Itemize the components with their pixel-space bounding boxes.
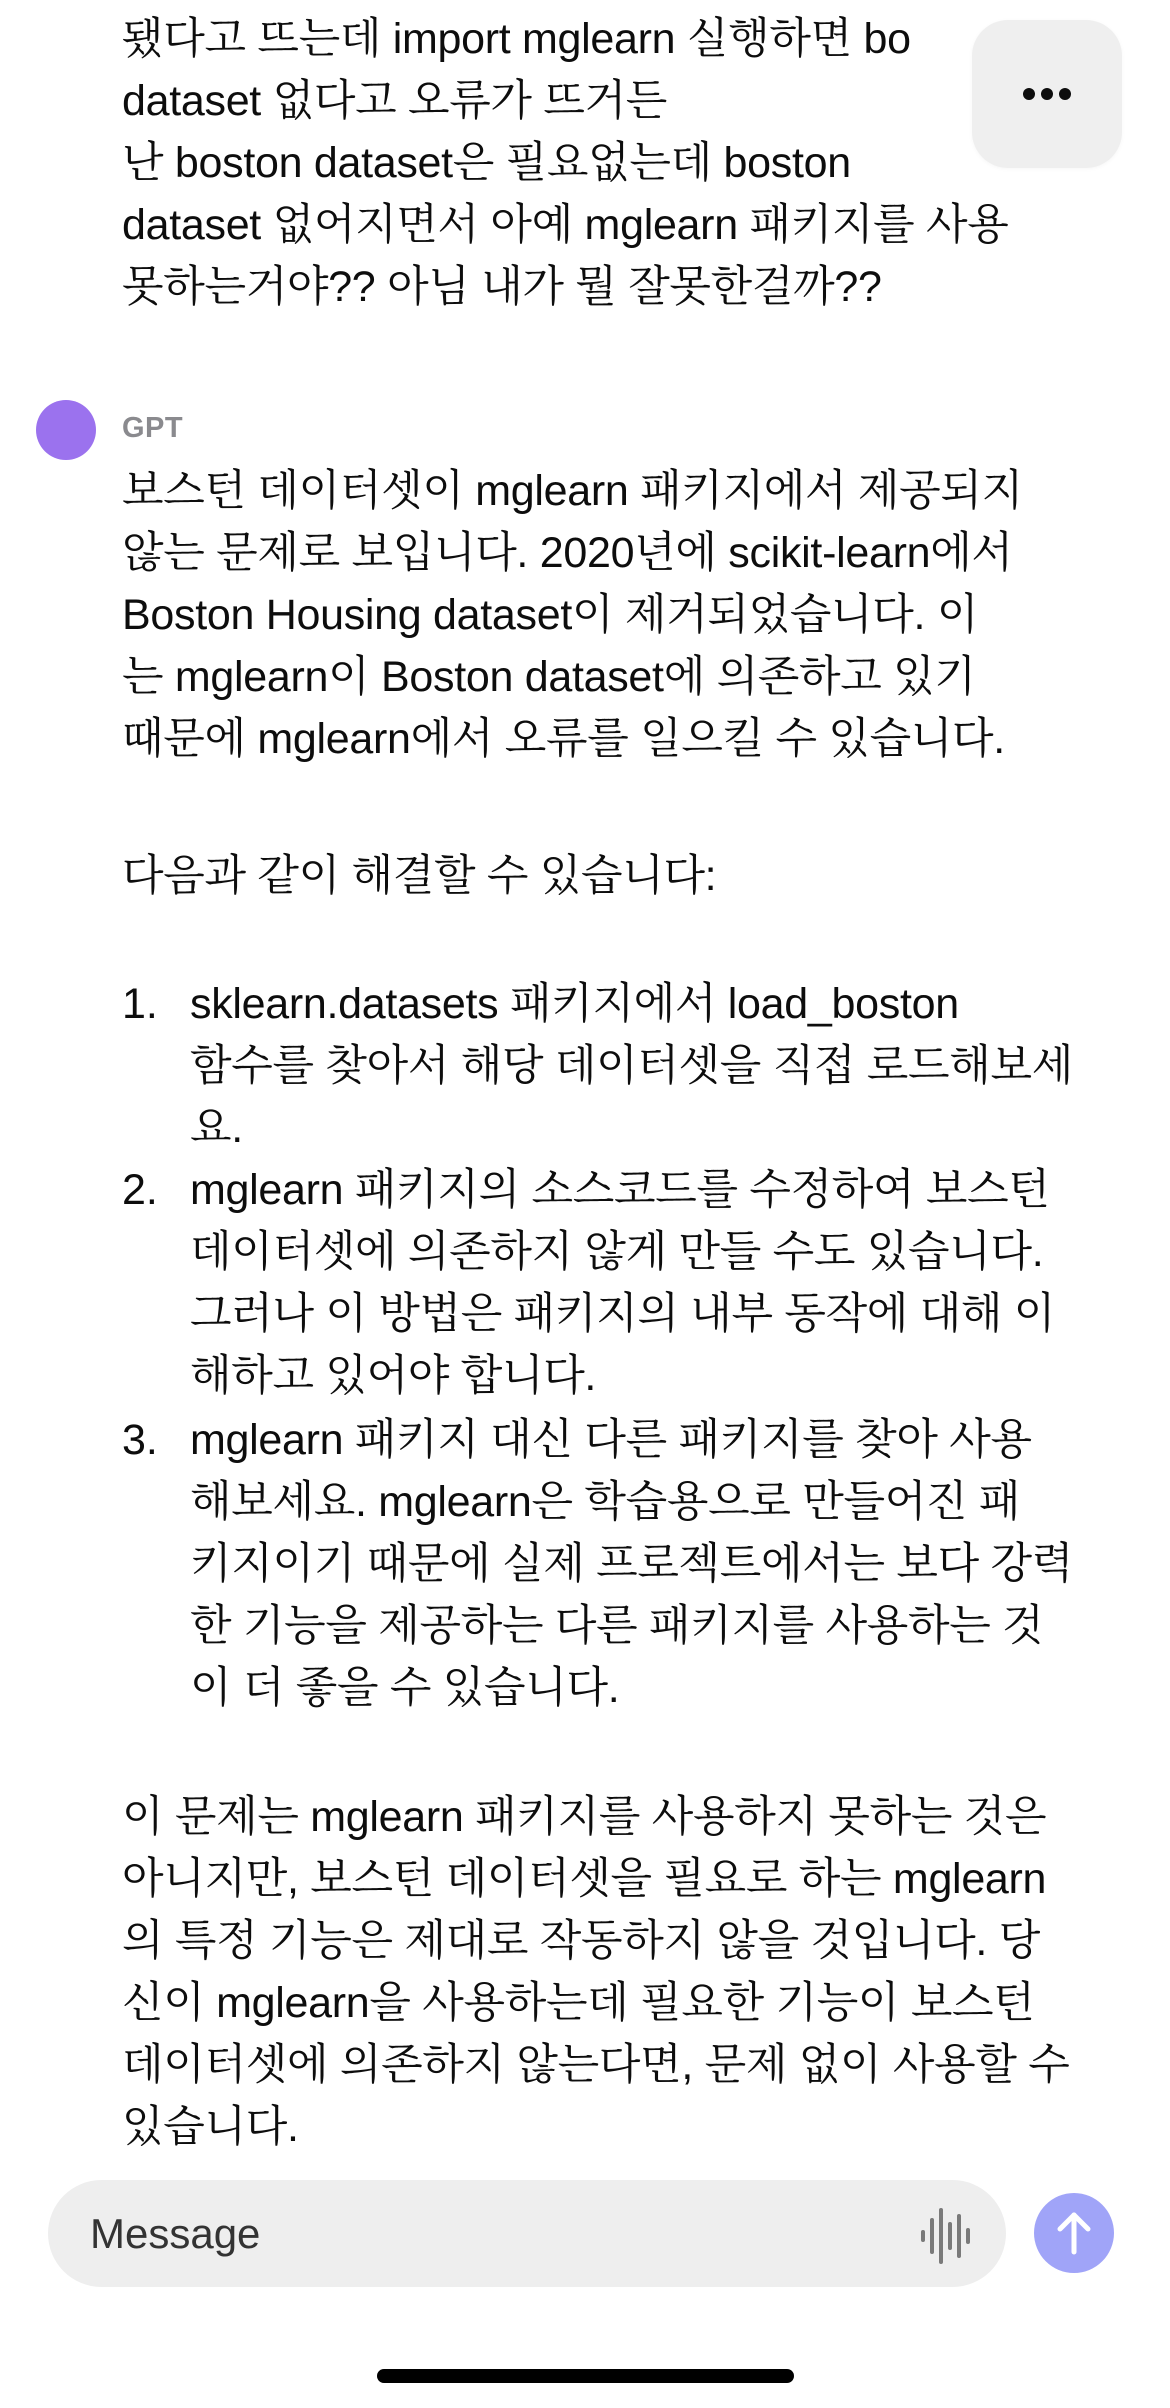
- user-message-line: dataset 없다고 오류가 뜨거든: [122, 77, 668, 125]
- home-indicator: [377, 2369, 794, 2383]
- solutions-heading: 다음과 같이 해결할 수 있습니다:: [122, 852, 717, 900]
- more-options-button[interactable]: [972, 20, 1122, 168]
- assistant-avatar: [36, 400, 96, 460]
- assistant-line: 신이 mglearn을 사용하는데 필요한 기능이 보스턴: [122, 1979, 1035, 2027]
- assistant-line: 데이터셋에 의존하지 않는다면, 문제 없이 사용할 수: [122, 2041, 1070, 2089]
- assistant-line: 아니지만, 보스턴 데이터셋을 필요로 하는 mglearn: [122, 1855, 1047, 1903]
- solution-line: 이 더 좋을 수 있습니다.: [190, 1664, 620, 1712]
- assistant-sender-name: GPT: [122, 412, 184, 444]
- solution-line: mglearn 패키지의 소스코드를 수정하여 보스턴: [190, 1166, 1050, 1214]
- list-number: 1.: [122, 980, 158, 1028]
- solution-line: mglearn 패키지 대신 다른 패키지를 찾아 사용: [190, 1416, 1032, 1464]
- assistant-line: 보스턴 데이터셋이 mglearn 패키지에서 제공되지: [122, 467, 1023, 515]
- arrow-up-icon: [1056, 2210, 1092, 2256]
- solution-line: 한 기능을 제공하는 다른 패키지를 사용하는 것: [190, 1602, 1044, 1650]
- solution-line: 함수를 찾아서 해당 데이터셋을 직접 로드해보세: [190, 1042, 1073, 1090]
- assistant-line: 때문에 mglearn에서 오류를 일으킬 수 있습니다.: [122, 715, 1005, 763]
- solution-line: 요.: [190, 1104, 243, 1152]
- waveform-icon[interactable]: [920, 2208, 974, 2264]
- solution-line: sklearn.datasets 패키지에서 load_boston: [190, 980, 959, 1028]
- more-horizontal-icon: [1023, 88, 1071, 100]
- solution-line: 데이터셋에 의존하지 않게 만들 수도 있습니다.: [190, 1228, 1044, 1276]
- message-input-placeholder: Message: [90, 2210, 261, 2257]
- assistant-line: 는 mglearn이 Boston dataset에 의존하고 있기: [122, 653, 976, 701]
- assistant-line: 의 특정 기능은 제대로 작동하지 않을 것입니다. 당: [122, 1917, 1040, 1965]
- user-message-line: 못하는거야?? 아님 내가 뭘 잘못한걸까??: [122, 263, 882, 311]
- solution-line: 키지이기 때문에 실제 프로젝트에서는 보다 강력: [190, 1540, 1073, 1588]
- send-button[interactable]: [1034, 2193, 1114, 2273]
- assistant-line: Boston Housing dataset이 제거되었습니다. 이: [122, 591, 979, 639]
- assistant-line: 있습니다.: [122, 2103, 299, 2151]
- solution-line: 해하고 있어야 합니다.: [190, 1352, 597, 1400]
- message-input[interactable]: [48, 2180, 1006, 2287]
- solution-line: 해보세요. mglearn은 학습용으로 만들어진 패: [190, 1478, 1021, 1526]
- solution-line: 그러나 이 방법은 패키지의 내부 동작에 대해 이: [190, 1290, 1056, 1338]
- list-number: 3.: [122, 1416, 158, 1464]
- user-message-line: dataset 없어지면서 아예 mglearn 패키지를 사용: [122, 201, 1009, 249]
- list-number: 2.: [122, 1166, 158, 1214]
- user-message-line: 됐다고 뜨는데 import mglearn 실행하면 bo: [122, 15, 911, 63]
- assistant-line: 않는 문제로 보입니다. 2020년에 scikit-learn에서: [122, 529, 1013, 577]
- assistant-line: 이 문제는 mglearn 패키지를 사용하지 못하는 것은: [122, 1793, 1047, 1841]
- user-message-line: 난 boston dataset은 필요없는데 boston: [122, 139, 851, 187]
